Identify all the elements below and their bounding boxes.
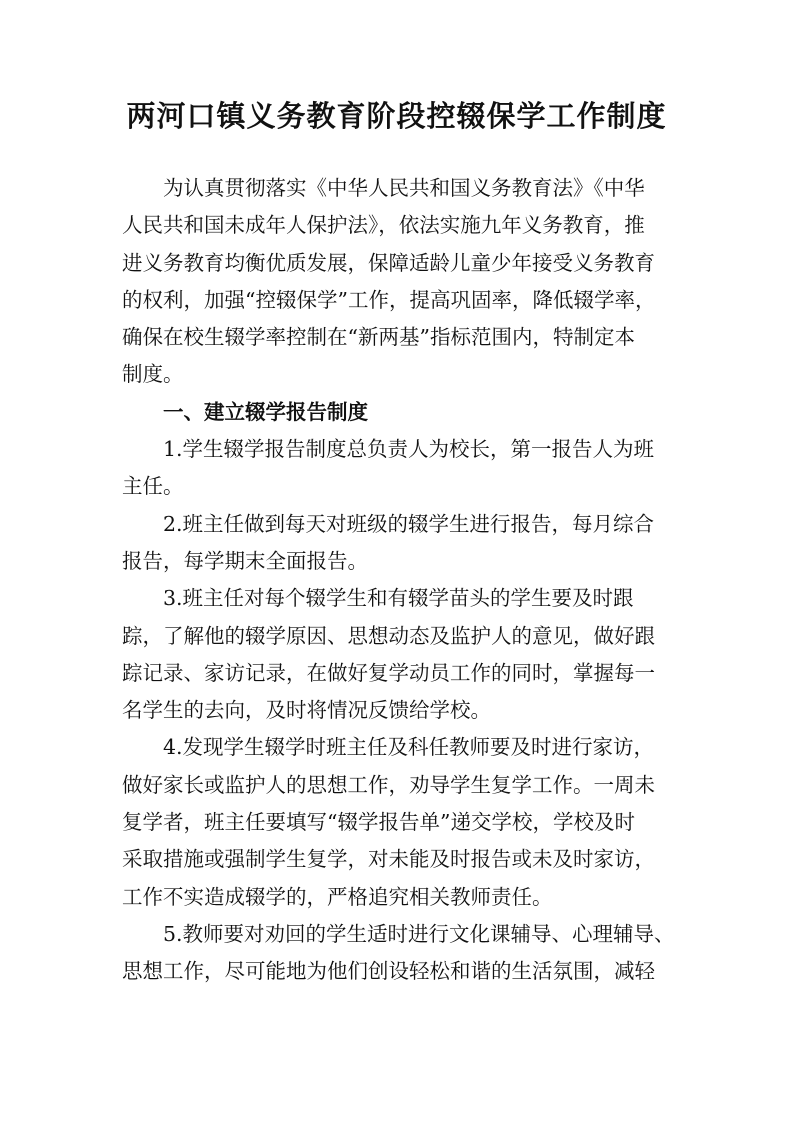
list-item-line: 工作不实造成辍学的，严格追究相关教师责任。 — [122, 884, 553, 909]
list-item-line: 采取措施或强制学生复学，对未能及时报告或未及时家访， — [122, 847, 655, 872]
intro-line: 为认真贯彻落实《中华人民共和国义务教育法》《中华 — [163, 176, 645, 200]
list-item-line: 做好家长或监护人的思想工作，劝导学生复学工作。一周未 — [122, 772, 655, 797]
list-item-1 — [122, 431, 682, 506]
intro-line: 的权利，加强“控辍保学”工作，提高巩固率，降低辍学率， — [122, 287, 656, 312]
list-item-line: 报告，每学期末全面报告。 — [122, 548, 368, 573]
list-item-line: 踪，了解他的辍学原因、思想动态及监护人的意见，做好跟 — [122, 623, 655, 648]
list-item-line: 5.教师要对劝回的学生适时进行文化课辅导、心理辅导、 — [163, 921, 675, 946]
list-item-line: 踪记录、家访记录，在做好复学动员工作的同时，掌握每一 — [122, 660, 655, 685]
list-item-line: 复学者，班主任要填写“辍学报告单”递交学校，学校及时 — [122, 810, 635, 835]
document-body — [122, 170, 682, 991]
intro-line: 人民共和国未成年人保护法》，依法实施九年义务教育，推 — [122, 213, 645, 238]
section-heading: 一、建立辍学报告制度 — [163, 399, 368, 424]
list-item-line: 1.学生辍学报告制度总负责人为校长，第一报告人为班 — [163, 437, 655, 462]
list-item-3 — [122, 580, 682, 729]
list-item-line: 主任。 — [122, 474, 184, 499]
list-item-line: 名学生的去向，及时将情况反馈给学校。 — [122, 698, 491, 723]
list-item-2 — [122, 506, 682, 581]
intro-line: 确保在校生辍学率控制在“新两基”指标范围内，特制定本 — [122, 325, 635, 350]
list-item-4 — [122, 729, 682, 915]
list-item-line: 4.发现学生辍学时班主任及科任教师要及时进行家访， — [163, 735, 655, 760]
intro-line: 制度。 — [122, 362, 184, 387]
intro-paragraph — [122, 170, 682, 394]
list-item-line: 思想工作，尽可能地为他们创设轻松和谐的生活氛围，减轻 — [122, 959, 655, 984]
list-item-5 — [122, 916, 682, 991]
intro-line: 进义务教育均衡优质发展，保障适龄儿童少年接受义务教育 — [122, 250, 655, 275]
document-title: 两河口镇义务教育阶段控辍保学工作制度 — [126, 99, 667, 133]
list-item-line: 3.班主任对每个辍学生和有辍学苗头的学生要及时跟 — [163, 586, 634, 611]
list-item-line: 2.班主任做到每天对班级的辍学生进行报告，每月综合 — [163, 511, 655, 536]
